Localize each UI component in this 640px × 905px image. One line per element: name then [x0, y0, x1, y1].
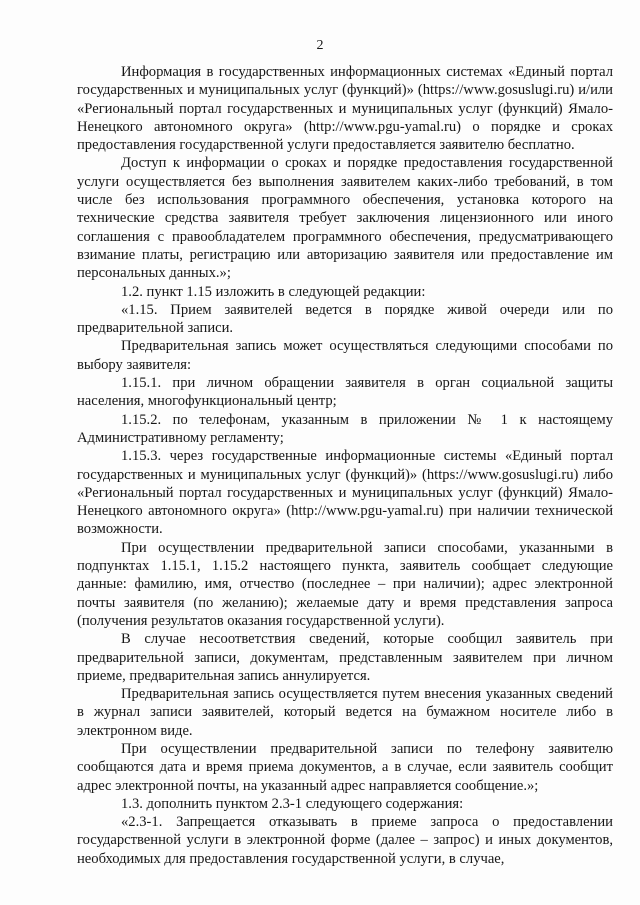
paragraph: 1.15.1. при личном обращении заявителя в орган социальной защиты населения, многофункциональный центр; [77, 375, 613, 410]
paragraph: Информация в государственных информационных системах «Единый портал государственных и муниципальных услуг (функций)» (https://www.gosuslugi.ru) и/или «Региональный портал государственных и муниципальных услуг (функций) Ямало-Ненецкого автономного округа» (http://www.pgu-yamal.ru) о порядке и сроках предоставления государственной услуги предоставляется заявителю бесплатно. [77, 64, 613, 154]
page-number: 2 [316, 38, 324, 53]
paragraph: 1.2. пункт 1.15 изложить в следующей редакции: [121, 283, 426, 300]
paragraph: Предварительная запись осуществляется путем внесения указанных сведений в журнал записи заявителей, который ведется на бумажном носителе либо в электронном виде. [77, 686, 613, 739]
document-body [77, 63, 613, 868]
paragraph: При осуществлении предварительной записи способами, указанными в подпунктах 1.15.1, 1.15.2 настоящего пункта, заявитель сообщает следующие данные: фамилию, имя, отчество (последнее – при наличии); адрес электронной почты заявителя (по желанию); желаемые дату и время представления запроса (получения результатов оказания государственной услуги). [77, 539, 613, 629]
paragraph: Предварительная запись может осуществляться следующими способами по выбору заявителя: [77, 338, 613, 373]
paragraph: Доступ к информации о сроках и порядке предоставления государственной услуги осуществляется без выполнения заявителем каких-либо требований, в том числе без использования программного обеспечения, установка которого на технические средства заявителя требует заключения лицензионного или иного соглашения с правообладателем программного обеспечения, предусматривающего взимание платы, регистрацию или авторизацию заявителя или предоставление им персональных данных.»; [77, 155, 613, 282]
paragraph: 1.15.2. по телефонам, указанным в приложении № 1 к настоящему Административному регламенту; [77, 411, 613, 446]
paragraph: При осуществлении предварительной записи по телефону заявителю сообщаются дата и время приема документов, а в случае, если заявитель сообщит адрес электронной почты, на указанный адрес направляется сообщение.»; [77, 740, 613, 794]
paragraph: «1.15. Прием заявителей ведется в порядке живой очереди или по предварительной записи. [77, 301, 613, 337]
paragraph: 1.3. дополнить пунктом 2.3-1 следующего содержания: [121, 795, 464, 812]
paragraph: 1.15.3. через государственные информационные системы «Единый портал государственных и муниципальных услуг (функций)» (https://www.gosuslugi.ru) либо «Региональный портал государственных и муниципальных услуг (функций) Ямало-Ненецкого автономного округа» (http://www.pgu-yamal.ru) при наличии технической возможности. [77, 448, 613, 538]
paragraph: В случае несоответствия сведений, которые сообщил заявитель при предварительной записи, документам, представленным заявителем при личном приеме, предварительная запись аннулируется. [77, 631, 613, 684]
paragraph: «2.3-1. Запрещается отказывать в приеме запроса о предоставлении государственной услуги в электронной форме (далее – запрос) и иных документов, необходимых для предоставления государственной услуги, в случае, [77, 814, 613, 867]
